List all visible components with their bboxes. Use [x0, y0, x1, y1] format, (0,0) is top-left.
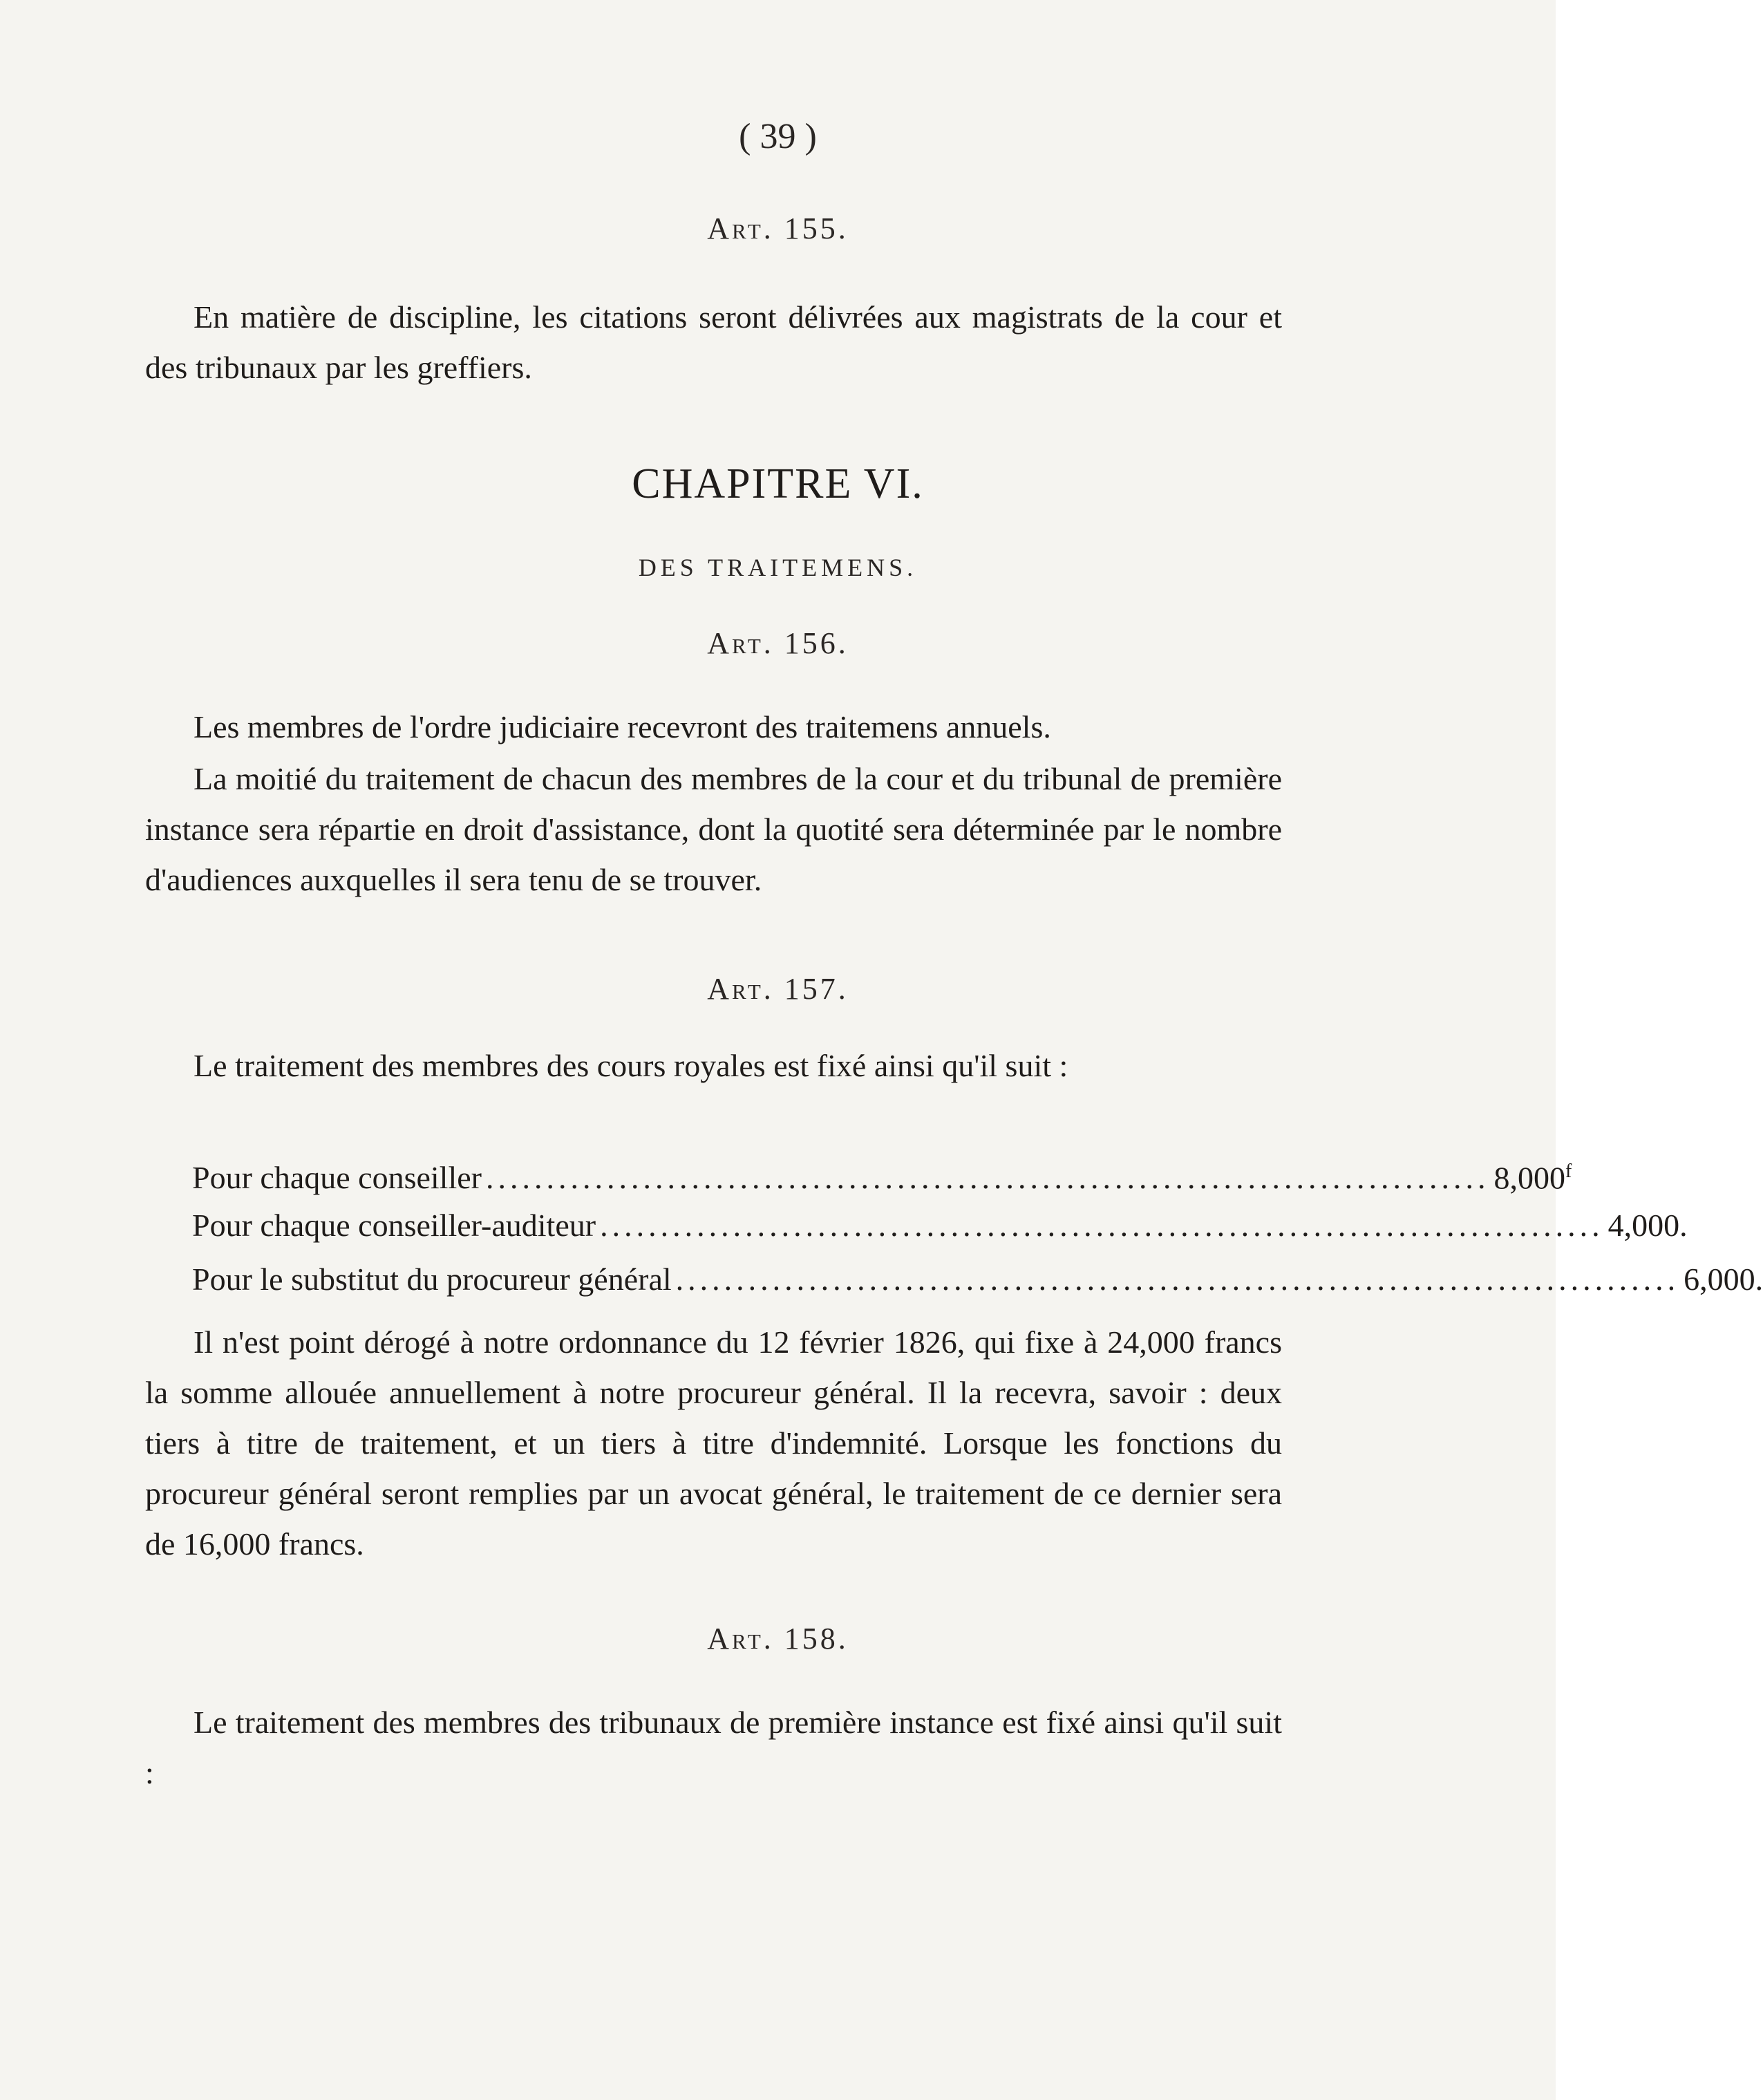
article-label: Art. — [707, 212, 774, 245]
article-157-intro: Le traitement des membres des cours royales est fixé ainsi qu'il suit : — [194, 1048, 1068, 1083]
page-number: ( 39 ) — [739, 117, 817, 156]
leader-dots: ................................................................................... — [675, 1262, 1680, 1297]
article-label: Art. — [707, 626, 774, 660]
salary-label: Pour chaque conseiller — [192, 1160, 482, 1196]
article-158-heading — [0, 1621, 1556, 1656]
article-label: Art. — [707, 972, 774, 1006]
currency-unit: f — [1565, 1161, 1572, 1182]
article-157-heading — [0, 971, 1556, 1006]
article-number: 156. — [784, 626, 849, 660]
article-156-paragraph-1: Les membres de l'ordre judiciaire recevront des traitemens annuels. — [194, 709, 1051, 744]
salary-row — [192, 1208, 1688, 1243]
chapter-title: CHAPITRE VI. — [632, 460, 924, 507]
article-155-text: En matière de discipline, les citations seront délivrées aux magistrats de la cour et des tribunaux par les greffiers. — [145, 299, 1282, 385]
salary-amount: 6,000. — [1684, 1262, 1763, 1297]
salary-row — [192, 1262, 1763, 1297]
leader-dots: ................................................................................... — [600, 1208, 1604, 1243]
article-156-paragraph-2: La moitié du traitement de chacun des membres de la cour et du tribunal de première instance sera répartie en droit d'assistance, dont la quotité sera déterminée par le nombre d'audiences auxquelles il sera tenu de se trouver. — [145, 761, 1282, 897]
article-158-text: Le traitement des membres des tribunaux de première instance est fixé ainsi qu'il suit : — [145, 1705, 1282, 1790]
article-number: 157. — [784, 972, 849, 1006]
salary-label: Pour chaque conseiller-auditeur — [192, 1208, 596, 1243]
article-number: 155. — [784, 212, 849, 245]
salary-amount: 8,000$^f$ — [1493, 1160, 1572, 1196]
salary-label: Pour le substitut du procureur général — [192, 1262, 672, 1297]
article-number: 158. — [784, 1622, 849, 1656]
leader-dots: ................................................................................... — [485, 1160, 1490, 1196]
article-label: Art. — [707, 1622, 774, 1656]
salary-amount: 4,000. — [1608, 1208, 1688, 1243]
article-156-heading — [0, 626, 1556, 661]
article-155-heading — [0, 211, 1556, 246]
salary-row — [192, 1156, 1572, 1196]
chapter-subtitle: DES TRAITEMENS. — [638, 554, 918, 581]
article-157-paragraph-2: Il n'est point dérogé à notre ordonnance du 12 février 1826, qui fixe à 24,000 francs la somme allouée annuellement à notre procureur général. Il la recevra, savoir : deux tiers à titre de traitement, et un tiers à titre d'indemnité. Lorsque les fonctions du procureur général seront remplies par un avocat général, le traitement de ce dernier sera de 16,000 francs. — [145, 1324, 1282, 1562]
